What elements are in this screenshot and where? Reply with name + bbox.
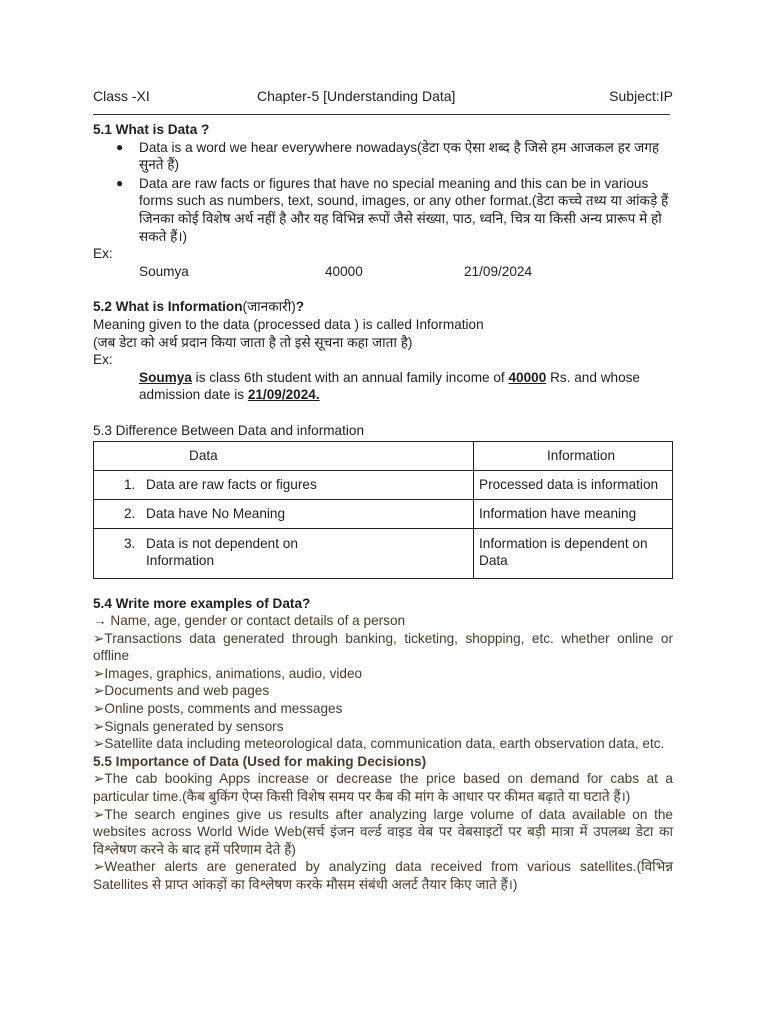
information-definition-hindi: (जब डेटा को अर्थ प्रदान किया जाता है तो इसे सूचना कहा जाता है) [93, 334, 413, 350]
list-item: ➢Satellite data including meteorological data, communication data, earth observation data, etc. [93, 736, 665, 752]
section-5-4-heading: 5.4 Write more examples of Data? [93, 595, 311, 611]
bullet-dot-icon: ● [116, 175, 124, 190]
list-item: ➢The search engines give us results after analyzing large volume of data available on the websites across World Wide Web(सर्च इंजन वर्ल्ड वाइड वेब पर वेबसाइटों पर बड़ी मात्रा में उपलब्ध डेटा का विश्लेषण करने के बाद हमें परिणाम देते हैं) [93, 806, 673, 857]
example-date: 21/09/2024. [247, 387, 320, 403]
section-5-2-heading: 5.2 What is Information(जानकारी)? [93, 299, 305, 315]
class-label: Class -XI [93, 88, 150, 104]
list-item: ➢Weather alerts are generated by analyzing data received from various satellites.(विभिन्न Satellites से प्राप्त आंकड़ों का विश्लेषण करके मौसम संबंधी अलर्ट तैयार किए जाते हैं।) [93, 859, 673, 892]
bullet-item: ● Data are raw facts or figures that have no special meaning and this can be in various forms such as numbers, text, sound, images, or any other format.(डेटा कच्चे तथ्य या आंकड़े हैं जिनका कोई विशेष अर्थ नहीं है और यह विभिन्न रूपों जैसे संख्या, पाठ, ध्वनि, चित्र या किसी अन्य प्रारूप मे हो सकते हैं।) [116, 175, 669, 244]
section-5-1-bullets [93, 139, 673, 246]
section-5-1-heading: 5.1 What is Data ? [93, 122, 210, 137]
bullet-dot-icon: ● [116, 139, 124, 154]
example-name: Soumya [139, 263, 189, 279]
example-amount: 40000 [325, 263, 363, 279]
information-definition: Meaning given to the data (processed data ) is called Information [93, 316, 484, 332]
example-label: Ex: [93, 246, 113, 262]
example-label: Ex: [93, 352, 113, 368]
subject-label: Subject:IP [609, 88, 673, 104]
section-5-3-heading: 5.3 Difference Between Data and information [93, 422, 365, 438]
bullet-item: ● Data is a word we hear everywhere nowadays(डेटा एक ऐसा शब्द है जिसे हम आजकल हर जगह सुनते हैं) [116, 139, 660, 173]
example-name: Soumya [139, 369, 192, 385]
section-5-2 [93, 298, 673, 404]
header-divider [93, 114, 670, 115]
table-header-row [94, 441, 673, 470]
list-item: ➢Signals generated by sensors [93, 718, 284, 734]
document-page [93, 86, 673, 894]
section-5-5-heading: 5.5 Importance of Data (Used for making Decisions) [93, 753, 427, 769]
list-item: ➢The cab booking Apps increase or decrease the price based on demand for cabs at a particular time.(कैब बुकिंग ऐप्स किसी विशेष समय पर कैब की मांग के आधार पर कीमत बढ़ाते या घटाते हैं।) [93, 771, 673, 805]
section-5-3 [93, 422, 673, 579]
list-item: ➢Transactions data generated through banking, ticketing, shopping, etc. whether online or offline [93, 630, 673, 664]
table-row: 2. Data have No Meaning Information have meaning [94, 499, 673, 528]
column-header-information: Information [474, 441, 673, 470]
data-example-row [93, 263, 673, 281]
list-item: → Name, age, gender or contact details of a person [93, 613, 406, 629]
page-header [93, 86, 673, 106]
list-item: ➢Documents and web pages [93, 683, 270, 699]
data-examples-list [93, 612, 673, 753]
comparison-table [93, 441, 673, 579]
column-header-data: Data [94, 441, 474, 470]
information-example: Soumya is class 6th student with an annual family income of 40000 Rs. and whose admission date is 21/09/2024. [139, 369, 640, 403]
list-item: ➢Images, graphics, animations, audio, video [93, 665, 363, 681]
section-5-4 [93, 595, 673, 753]
table-row: 1. Data are raw facts or figures Processed data is information [94, 470, 673, 499]
chapter-title: Chapter-5 [Understanding Data] [257, 88, 456, 104]
importance-list [93, 770, 673, 893]
list-item: ➢Online posts, comments and messages [93, 701, 343, 717]
section-5-5 [93, 753, 673, 894]
example-date: 21/09/2024 [464, 263, 533, 279]
section-5-1 [93, 121, 673, 280]
example-amount: 40000 [508, 369, 547, 385]
table-row: 3. Data is not dependent on Information Information is dependent on Data [94, 528, 673, 578]
